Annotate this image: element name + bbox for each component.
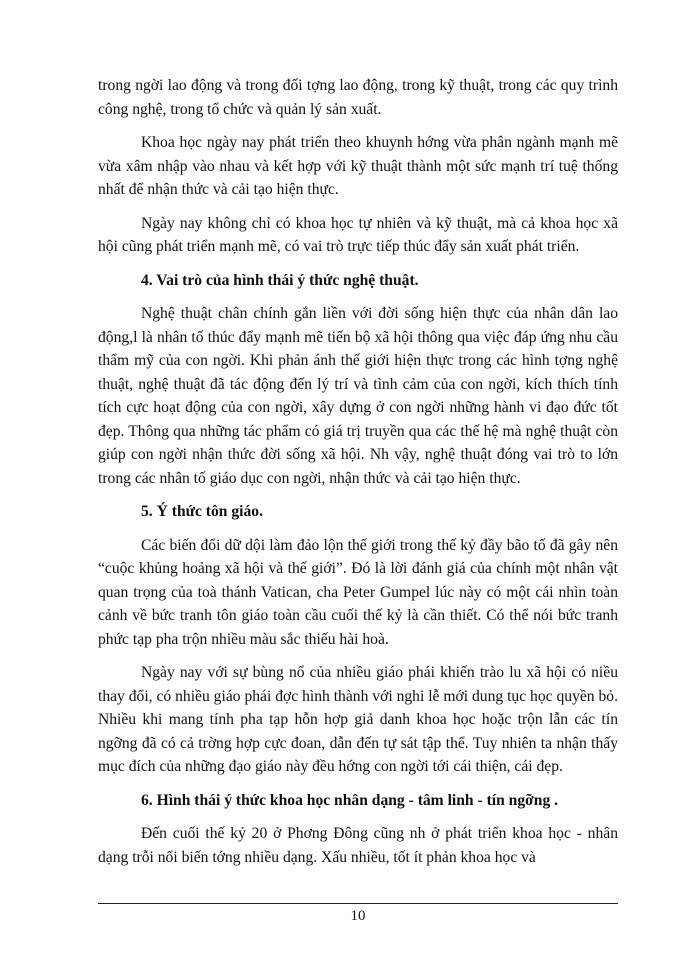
heading-section-4: 4. Vai trò của hình thái ý thức nghệ thuật. <box>141 271 419 289</box>
paragraph-continuation: trong ngời lao động và trong đối tợng lao động, trong kỹ thuật, trong các quy trình công nghệ, trong tổ chức và quản lý sản xuất. <box>98 77 618 118</box>
heading-section-5: 5. Ý thức tôn giáo. <box>141 503 263 520</box>
document-page <box>98 74 618 869</box>
paragraph-religion-crisis: Các biến đổi dữ dội làm đảo lộn thế giới trong thế kỷ đầy bão tố đã gây nên “cuộc khủng hoảng xã hội và thế giới”. Đó là lời đánh giá của chính một nhân vật quan trọng của toà thánh Vatican, cha Peter Gumpel lúc này có một cái nhìn toàn cảnh về bức tranh tôn giáo toàn cầu cuối thế kỷ là cần thiết. Có thể nói bức tranh phức tạp pha trộn nhiều màu sắc thiếu hài hoà. <box>98 536 618 648</box>
paragraph-pseudoscience: Đến cuối thế kỷ 20 ở Phơng Đông cũng nh ở phát triển khoa học - nhân dạng trỗi nổi biến tớng nhiều dạng. Xấu nhiều, tốt ít phản khoa học và <box>98 825 618 866</box>
paragraph-science-trend: Khoa học ngày nay phát triển theo khuynh hớng vừa phân ngành mạnh mẽ vừa xâm nhập vào nhau và kết hợp với kỹ thuật thành một sức mạnh trí tuệ thống nhất để nhận thức và cải tạo hiện thực. <box>98 134 618 198</box>
paragraph-art-role: Nghệ thuật chân chính gắn liền với đời sống hiện thực của nhân dân lao động,l là nhân tố thúc đẩy mạnh mẽ tiến bộ xã hội thông qua việc đáp ứng nhu cầu thẩm mỹ của con ngời. Khi phản ánh thế giới hiện thực trong các hình tợng nghệ thuật, nghệ thuật đã tác động đến lý trí và tình cảm của con ngời, kích thích tính tích cực hoạt động của con ngời, xây dựng ở con ngời những hành vi đạo đức tốt đẹp. Thông qua những tác phẩm có giá trị truyền qua các thế hệ mà nghệ thuật còn giúp con ngời nhận thức đời sống xã hội. Nh vậy, nghệ thuật đóng vai trò to lớn trong các nhân tố giáo dục con ngời, nhận thức và cải tạo hiện thực. <box>98 305 618 487</box>
page-number: 10 <box>350 908 366 924</box>
footer-divider <box>98 903 618 904</box>
heading-section-6: 6. Hình thái ý thức khoa học nhân dạng - tâm linh - tín ngỡng . <box>141 791 559 809</box>
paragraph-social-science: Ngày nay không chỉ có khoa học tự nhiên và kỹ thuật, mà cả khoa học xã hội cũng phát triển mạnh mẽ, có vai trò trực tiếp thúc đẩy sản xuất phát triển. <box>98 214 618 255</box>
paragraph-religion-today: Ngày nay với sự bùng nổ của nhiều giáo phái khiến trào lu xã hội có niều thay đổi, có nhiều giáo phái đợc hình thành với nghi lễ mới dung tục học quyền bỏ. Nhiều khi mang tính pha tạp hỗn hợp giả danh khoa học hoặc trộn lẫn các tín ngỡng đã có cả trờng hợp cực đoan, dẫn đến tự sát tập thể. Tuy nhiên ta nhận thấy mục đích của những đạo giáo này đều hớng con ngời tới cái thiện, cái đẹp. <box>98 664 618 775</box>
